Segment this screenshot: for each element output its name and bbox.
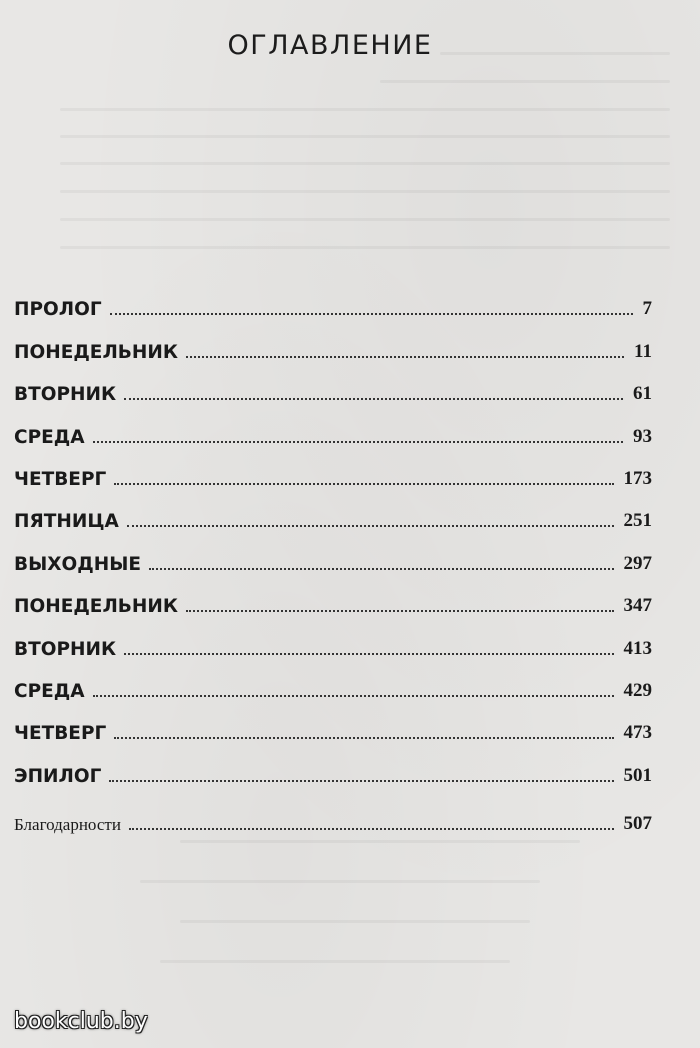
- toc-entry-label: Благодарности: [14, 815, 121, 835]
- bleed-through-line: [180, 920, 530, 923]
- toc-entry-label: ВТОРНИК: [14, 638, 117, 660]
- toc-entry[interactable]: [14, 320, 652, 362]
- toc-entry-page: 93: [633, 425, 652, 447]
- toc-entry-page: 501: [623, 764, 652, 786]
- toc-entry-page: 429: [623, 679, 652, 701]
- toc-entry-page: 251: [623, 510, 652, 532]
- toc-entry-label: СРЕДА: [14, 680, 85, 702]
- toc-entry-label: СРЕДА: [14, 426, 85, 448]
- toc-entry-page: 61: [633, 383, 652, 405]
- toc-entry[interactable]: [14, 575, 652, 617]
- dot-leader: [186, 355, 624, 358]
- toc-entry[interactable]: [14, 448, 652, 490]
- toc-entry-page: 7: [642, 298, 652, 320]
- dot-leader: [186, 609, 614, 612]
- dot-leader: [110, 312, 633, 315]
- toc-entry[interactable]: [14, 490, 652, 532]
- toc-entry-page: 507: [623, 813, 652, 835]
- bleed-through-line: [60, 162, 670, 165]
- table-of-contents: [14, 278, 652, 835]
- toc-entry[interactable]: [14, 702, 652, 744]
- page-title: ОГЛАВЛЕНИЕ: [227, 30, 433, 61]
- dot-leader: [149, 567, 613, 570]
- site-watermark: bookclub.by: [14, 1009, 148, 1034]
- toc-entry-label: ЧЕТВЕРГ: [14, 468, 107, 490]
- toc-entry-page: 297: [623, 552, 652, 574]
- dot-leader: [93, 440, 623, 443]
- toc-entry[interactable]: [14, 363, 652, 405]
- bleed-through-line: [160, 960, 510, 963]
- toc-entry[interactable]: [14, 405, 652, 447]
- bleed-through-line: [180, 840, 580, 843]
- toc-entry-label: ПОНЕДЕЛЬНИК: [14, 341, 178, 363]
- toc-entry-label: ПЯТНИЦА: [14, 511, 119, 533]
- bleed-through-line: [60, 246, 670, 249]
- bleed-through-line: [60, 218, 670, 221]
- toc-entry-page: 11: [634, 340, 652, 362]
- toc-entry-page: 413: [623, 637, 652, 659]
- dot-leader: [124, 652, 613, 655]
- toc-entry-page: 347: [623, 595, 652, 617]
- toc-entry-label: ЭПИЛОГ: [14, 765, 102, 787]
- toc-entry[interactable]: [14, 278, 652, 320]
- toc-entry-label: ПРОЛОГ: [14, 299, 102, 321]
- toc-entry-label: ВТОРНИК: [14, 384, 117, 406]
- toc-entry[interactable]: [14, 744, 652, 786]
- toc-entry-page: 173: [623, 467, 652, 489]
- bleed-through-line: [60, 108, 670, 111]
- toc-entry[interactable]: [14, 660, 652, 702]
- bleed-through-line: [60, 190, 670, 193]
- toc-entry-label: ЧЕТВЕРГ: [14, 723, 107, 745]
- bleed-through-line: [60, 135, 670, 138]
- dot-leader: [129, 827, 614, 830]
- bleed-through-line: [140, 880, 540, 883]
- toc-entry-label: ПОНЕДЕЛЬНИК: [14, 596, 178, 618]
- toc-entry-acknowledgements[interactable]: [14, 793, 652, 835]
- dot-leader: [127, 524, 614, 527]
- toc-entry-page: 473: [623, 722, 652, 744]
- toc-entry[interactable]: [14, 532, 652, 574]
- toc-entry-label: ВЫХОДНЫЕ: [14, 553, 142, 575]
- dot-leader: [114, 482, 613, 485]
- dot-leader: [93, 694, 614, 697]
- toc-entry[interactable]: [14, 617, 652, 659]
- bleed-through-line: [380, 80, 670, 83]
- dot-leader: [114, 736, 613, 739]
- dot-leader: [109, 779, 613, 782]
- dot-leader: [124, 397, 623, 400]
